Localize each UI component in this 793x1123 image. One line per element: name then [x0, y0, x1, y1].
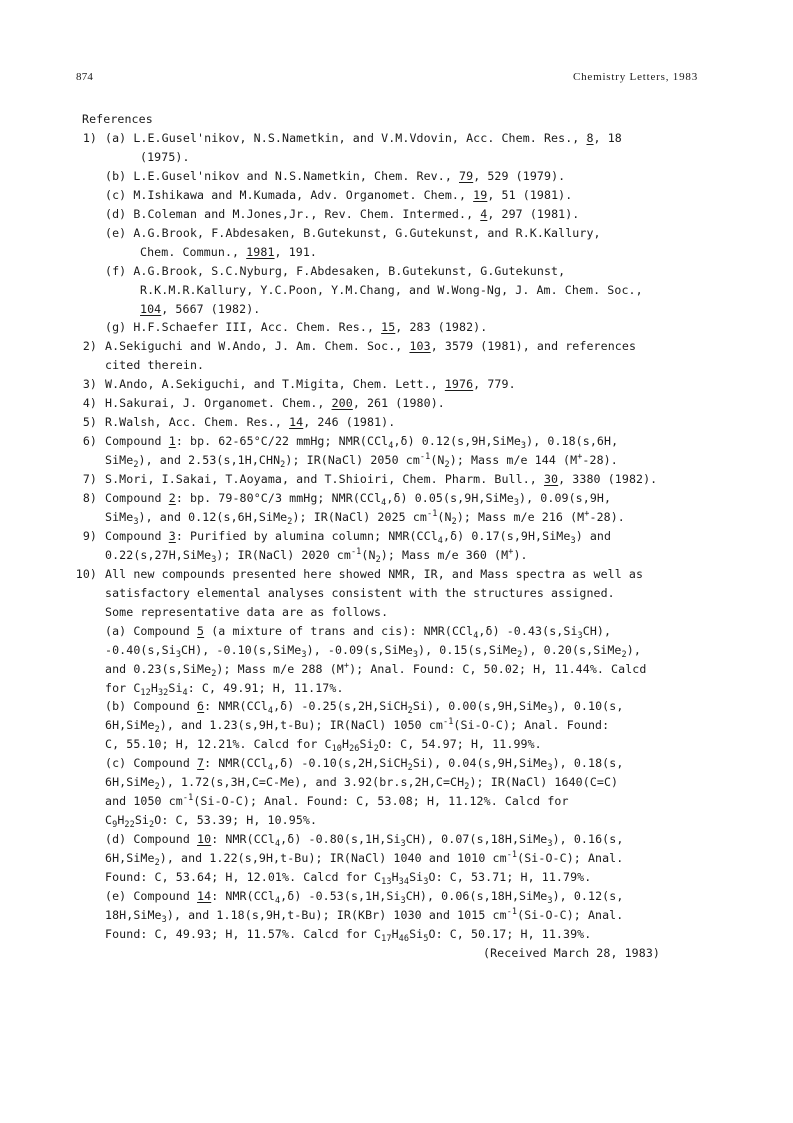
reference-line: satisfactory elemental analyses consistent with the structures assigned.	[105, 585, 615, 600]
reference-number: 8)	[82, 491, 97, 505]
reference-number: 10)	[75, 566, 97, 581]
reference-line: (d) B.Coleman and M.Jones,Jr., Rev. Chem. Intermed., 4, 297 (1981).	[105, 206, 580, 221]
reference-line: Compound 2: bp. 79-80°C/3 mmHg; NMR(CCl$_4$,δ) 0.05(s,9H,SiMe$_3$), 0.09(s,9H,	[105, 491, 612, 508]
reference-line: (d) Compound 10: NMR(CCl$_4$,δ) $-0.80(s,1H,Si_3CH)$, 0.07(s,18H,SiMe$_3$), 0.16(s,	[105, 832, 624, 850]
references-heading: References	[82, 112, 153, 126]
reference-number: 3)	[82, 377, 97, 392]
reference-line: (1975).	[140, 149, 190, 164]
reference-number: 7)	[82, 472, 97, 487]
reference-line: (a) L.E.Gusel'nikov, N.S.Nametkin, and V.M.Vdovin, Acc. Chem. Res., 8, 18	[105, 130, 622, 145]
journal-header: Chemistry Letters, 1983	[572, 71, 698, 83]
reference-line: (c) M.Ishikawa and M.Kumada, Adv. Organomet. Chem., 19, 51 (1981).	[105, 187, 573, 202]
reference-number: 2)	[82, 339, 97, 354]
reference-line: 18H,SiMe$_3$), and 1.18(s,9H,t-Bu); IR(KBr) 1030 and 1015 $cm^{-1}(Si-O-C)$; Anal.	[105, 906, 624, 925]
reference-line: C, 55.10; H, 12.21%. Calcd for $C_{10}H_{26}Si_2O$: C, 54.97; H, 11.99%.	[105, 737, 542, 755]
reference-line: cited therein.	[105, 358, 205, 373]
reference-line: (a) Compound 5 (a mixture of trans and cis): NMR(CCl$_4$,δ) $-0.43(s,Si_3CH)$,	[105, 623, 612, 641]
page-number: 874	[76, 71, 94, 83]
reference-line: R.K.M.R.Kallury, Y.C.Poon, Y.M.Chang, and W.Wong-Ng, J. Am. Chem. Soc.,	[140, 282, 643, 297]
reference-line: (g) H.F.Schaefer III, Acc. Chem. Res., 15, 283 (1982).	[105, 320, 488, 335]
reference-line: 6H,SiMe$_2$), 1.72(s,3H,C=C-Me), and $3.92(br.s,2H,C=CH_2)$; IR(NaCl) 1640(C=C)	[105, 775, 619, 793]
reference-line: S.Mori, I.Sakai, T.Aoyama, and T.Shioiri, Chem. Pharm. Bull., 30, 3380 (1982).	[105, 472, 658, 487]
reference-line: $-0.40(s,Si_3CH)$, -0.10(s,SiMe$_3$), -0.09(s,SiMe$_3$), 0.15(s,SiMe$_2$), 0.20(s,SiMe$_2$),	[105, 642, 641, 660]
reference-number: 5)	[82, 415, 97, 430]
reference-number: 9)	[82, 528, 97, 543]
reference-number: 6)	[82, 434, 97, 449]
reference-line: (e) Compound 14: NMR(CCl$_4$,δ) $-0.53(s,1H,Si_3CH)$, 0.06(s,18H,SiMe$_3$), 0.12(s,	[105, 888, 624, 906]
reference-line: $C_9H_{22}Si_2O$: C, 53.39; H, 10.95%.	[105, 813, 318, 831]
reference-number: 4)	[82, 396, 97, 411]
reference-line: 104, 5667 (1982).	[140, 301, 261, 316]
reference-line: (b) Compound 6: NMR(CCl$_4$,δ) -0.25(s,2H,SiCH$_2$Si), 0.00(s,9H,SiMe$_3$), 0.10(s,	[105, 699, 624, 717]
reference-line: Compound 1: bp. 62-65°C/22 mmHg; NMR(CCl$_4$,δ) 0.12(s,9H,SiMe$_3$), 0.18(s,6H,	[105, 434, 619, 452]
reference-line: Some representative data are as follows.	[105, 604, 389, 619]
reference-line: (f) A.G.Brook, S.C.Nyburg, F.Abdesaken, B.Gutekunst, G.Gutekunst,	[105, 263, 566, 278]
reference-line: 0.22(s,27H,SiMe$_3$); IR(NaCl) 2020 $cm^{-1}(N_2)$; Mass m/e 360 (M+).	[105, 546, 528, 565]
reference-line: and 1050 $cm^{-1}(Si-O-C)$; Anal. Found: C, 53.08; H, 11.12%. Calcd for	[105, 793, 569, 809]
reference-line: Found: C, 49.93; H, 11.57%. Calcd for $C_{17}H_{46}Si_5O$: C, 50.17; H, 11.39%.	[105, 926, 592, 944]
reference-line: SiMe$_3$), and 0.12(s,6H,SiMe$_2$); IR(NaCl) 2025 $cm^{-1}(N_2)$; Mass m/e 216 (M+-28).	[105, 508, 625, 527]
reference-line: R.Walsh, Acc. Chem. Res., 14, 246 (1981).	[105, 415, 396, 430]
reference-line: H.Sakurai, J. Organomet. Chem., 200, 261 (1980).	[105, 396, 445, 411]
reference-line: All new compounds presented here showed NMR, IR, and Mass spectra as well as	[105, 566, 644, 581]
reference-line: (c) Compound 7: NMR(CCl$_4$,δ) -0.10(s,2H,SiCH$_2$Si), 0.04(s,9H,SiMe$_3$), 0.18(s,	[105, 756, 624, 774]
reference-line: and 0.23(s,SiMe$_2$); Mass m/e 288 (M+); Anal. Found: C, 50.02; H, 11.44%. Calcd	[105, 660, 647, 679]
reference-line: Found: C, 53.64; H, 12.01%. Calcd for $C_{13}H_{34}Si_3O$: C, 53.71; H, 11.79%.	[105, 870, 592, 887]
reference-line: A.Sekiguchi and W.Ando, J. Am. Chem. Soc., 103, 3579 (1981), and references	[105, 339, 637, 354]
reference-line: Chem. Commun., 1981, 191.	[140, 244, 318, 259]
reference-line: (e) A.G.Brook, F.Abdesaken, B.Gutekunst, G.Gutekunst, and R.K.Kallury,	[105, 225, 601, 240]
reference-number: 1)	[82, 130, 97, 145]
reference-line: SiMe$_2$), and $2.53(s,1H,CHN_2)$; IR(NaCl) 2050 $cm^{-1}(N_2)$; Mass m/e 144 (M+-28).	[105, 452, 618, 471]
received-date: (Received March 28, 1983)	[483, 945, 661, 960]
reference-line: 6H,SiMe$_2$), and 1.22(s,9H,t-Bu); IR(NaCl) 1040 and 1010 $cm^{-1}(Si-O-C)$; Anal.	[105, 850, 624, 869]
reference-line: W.Ando, A.Sekiguchi, and T.Migita, Chem. Lett., 1976, 779.	[105, 377, 516, 392]
reference-line: 6H,SiMe$_2$), and 1.23(s,9H,t-Bu); IR(NaCl) 1050 $cm^{-1}(Si-O-C)$; Anal. Found:	[105, 717, 610, 736]
reference-line: Compound 3: Purified by alumina column; NMR(CCl$_4$,δ) 0.17(s,9H,SiMe$_3$) and	[105, 528, 612, 546]
reference-line: (b) L.E.Gusel'nikov and N.S.Nametkin, Chem. Rev., 79, 529 (1979).	[105, 168, 566, 183]
reference-line: for $C_{12}H_{32}Si_4$: C, 49.91; H, 11.17%.	[105, 680, 344, 698]
